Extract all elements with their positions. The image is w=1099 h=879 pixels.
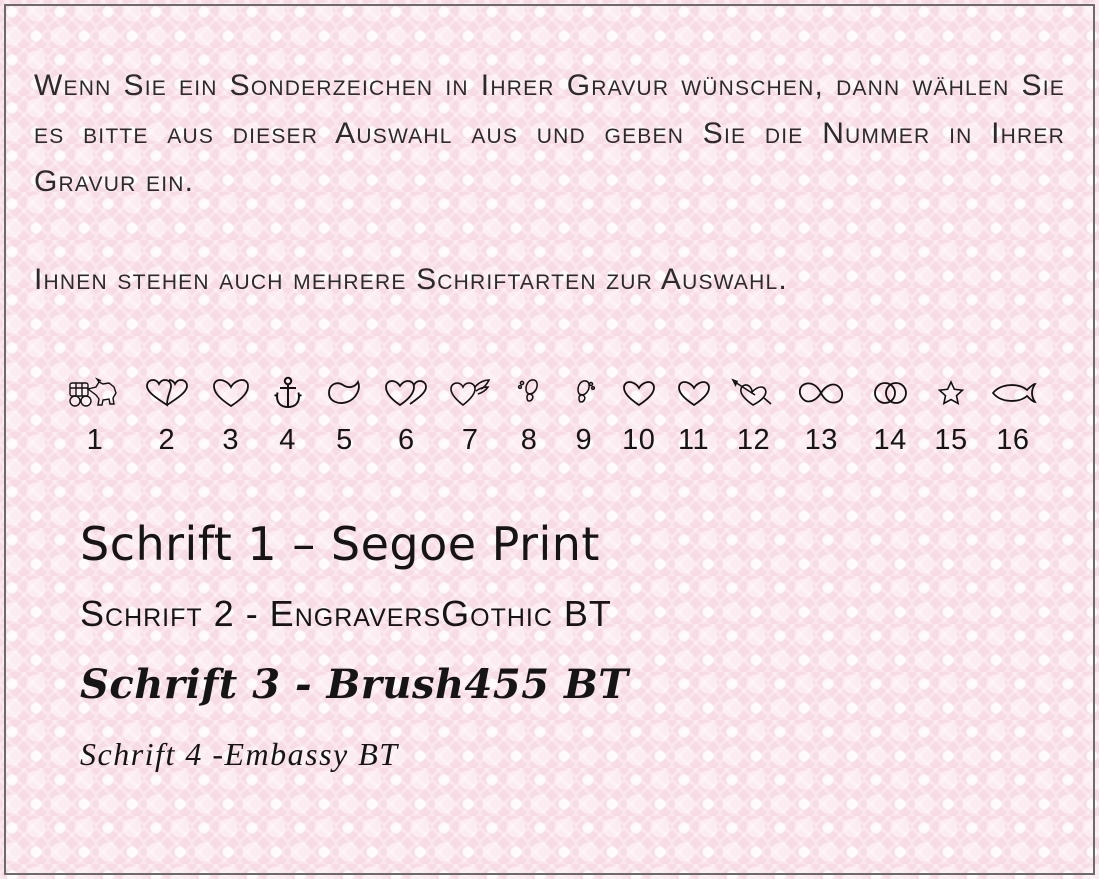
symbol-item[interactable]: [567, 370, 601, 457]
symbol-number: 15: [934, 424, 968, 456]
symbol-item[interactable]: [325, 370, 363, 457]
symbol-item[interactable]: [212, 370, 250, 457]
heart-plain-icon: [677, 370, 711, 416]
heart-outline-icon: [212, 370, 250, 416]
symbol-number: 8: [520, 424, 538, 456]
heart-arrow-icon: [731, 370, 775, 416]
symbol-number: 11: [678, 424, 710, 456]
symbol-number: 4: [279, 424, 296, 456]
symbol-number: 9: [575, 424, 593, 456]
font-sample-4: Schrift 4 -Embassy BT: [80, 736, 399, 772]
symbol-item[interactable]: [731, 370, 775, 457]
symbol-item[interactable]: [271, 370, 305, 457]
symbol-number: 2: [158, 424, 176, 456]
symbol-number: 3: [222, 424, 240, 456]
font-sample-1: Schrift 1 – Segoe Print: [80, 517, 600, 571]
symbol-number: 12: [736, 424, 771, 456]
symbol-number: 14: [873, 424, 907, 456]
heart-small-icon: [622, 370, 656, 416]
wedding-rings-icon: [867, 370, 913, 416]
symbol-number: 13: [804, 424, 838, 456]
font-samples-section: [28, 517, 1071, 773]
symbol-item[interactable]: [512, 370, 546, 457]
symbol-number: 16: [996, 424, 1030, 456]
symbol-item[interactable]: [989, 370, 1037, 457]
symbol-item[interactable]: [677, 370, 711, 457]
symbol-item[interactable]: [449, 370, 491, 457]
winged-heart-icon: [449, 370, 491, 416]
symbol-item[interactable]: [143, 370, 191, 457]
double-heart-outline-icon: [143, 370, 191, 416]
symbol-item[interactable]: [384, 370, 428, 457]
symbol-item[interactable]: [934, 370, 968, 457]
fish-ichthys-icon: [989, 370, 1037, 416]
baby-feet-icon: [517, 370, 541, 416]
symbol-number: 5: [336, 424, 353, 456]
intro-text-block: [28, 62, 1071, 304]
symbol-number: 10: [622, 424, 656, 456]
baby-foot-icon: [572, 370, 596, 416]
anchor-icon: [273, 370, 303, 416]
symbol-selection-section: [28, 370, 1071, 457]
symbol-row: [68, 370, 1037, 457]
symbol-number: 1: [86, 424, 104, 456]
symbol-number: 6: [397, 424, 415, 456]
symbol-item[interactable]: [867, 370, 913, 457]
horse-carriage-icon: [68, 370, 122, 416]
symbol-item[interactable]: [796, 370, 846, 457]
symbol-number: 7: [461, 424, 479, 456]
interlocking-hearts-icon: [384, 370, 428, 416]
font-sample-2: Schrift 2 - EngraversGothic BT: [80, 593, 612, 634]
heart-curved-icon: [325, 370, 363, 416]
symbol-item[interactable]: [68, 370, 122, 457]
infinity-icon: [796, 370, 846, 416]
intro-paragraph-2: Ihnen stehen auch mehrere Schriftarten zur Auswahl.: [34, 263, 788, 296]
font-sample-3: Schrift 3 - Brush455 BT: [80, 661, 629, 708]
star-icon: [936, 370, 966, 416]
symbol-item[interactable]: [622, 370, 656, 457]
intro-paragraph-1: Wenn Sie ein Sonderzeichen in Ihrer Gravur wünschen, dann wählen Sie es bitte aus dieser Auswahl aus und geben Sie die Nummer in Ihrer Gravur ein.: [34, 69, 1065, 198]
